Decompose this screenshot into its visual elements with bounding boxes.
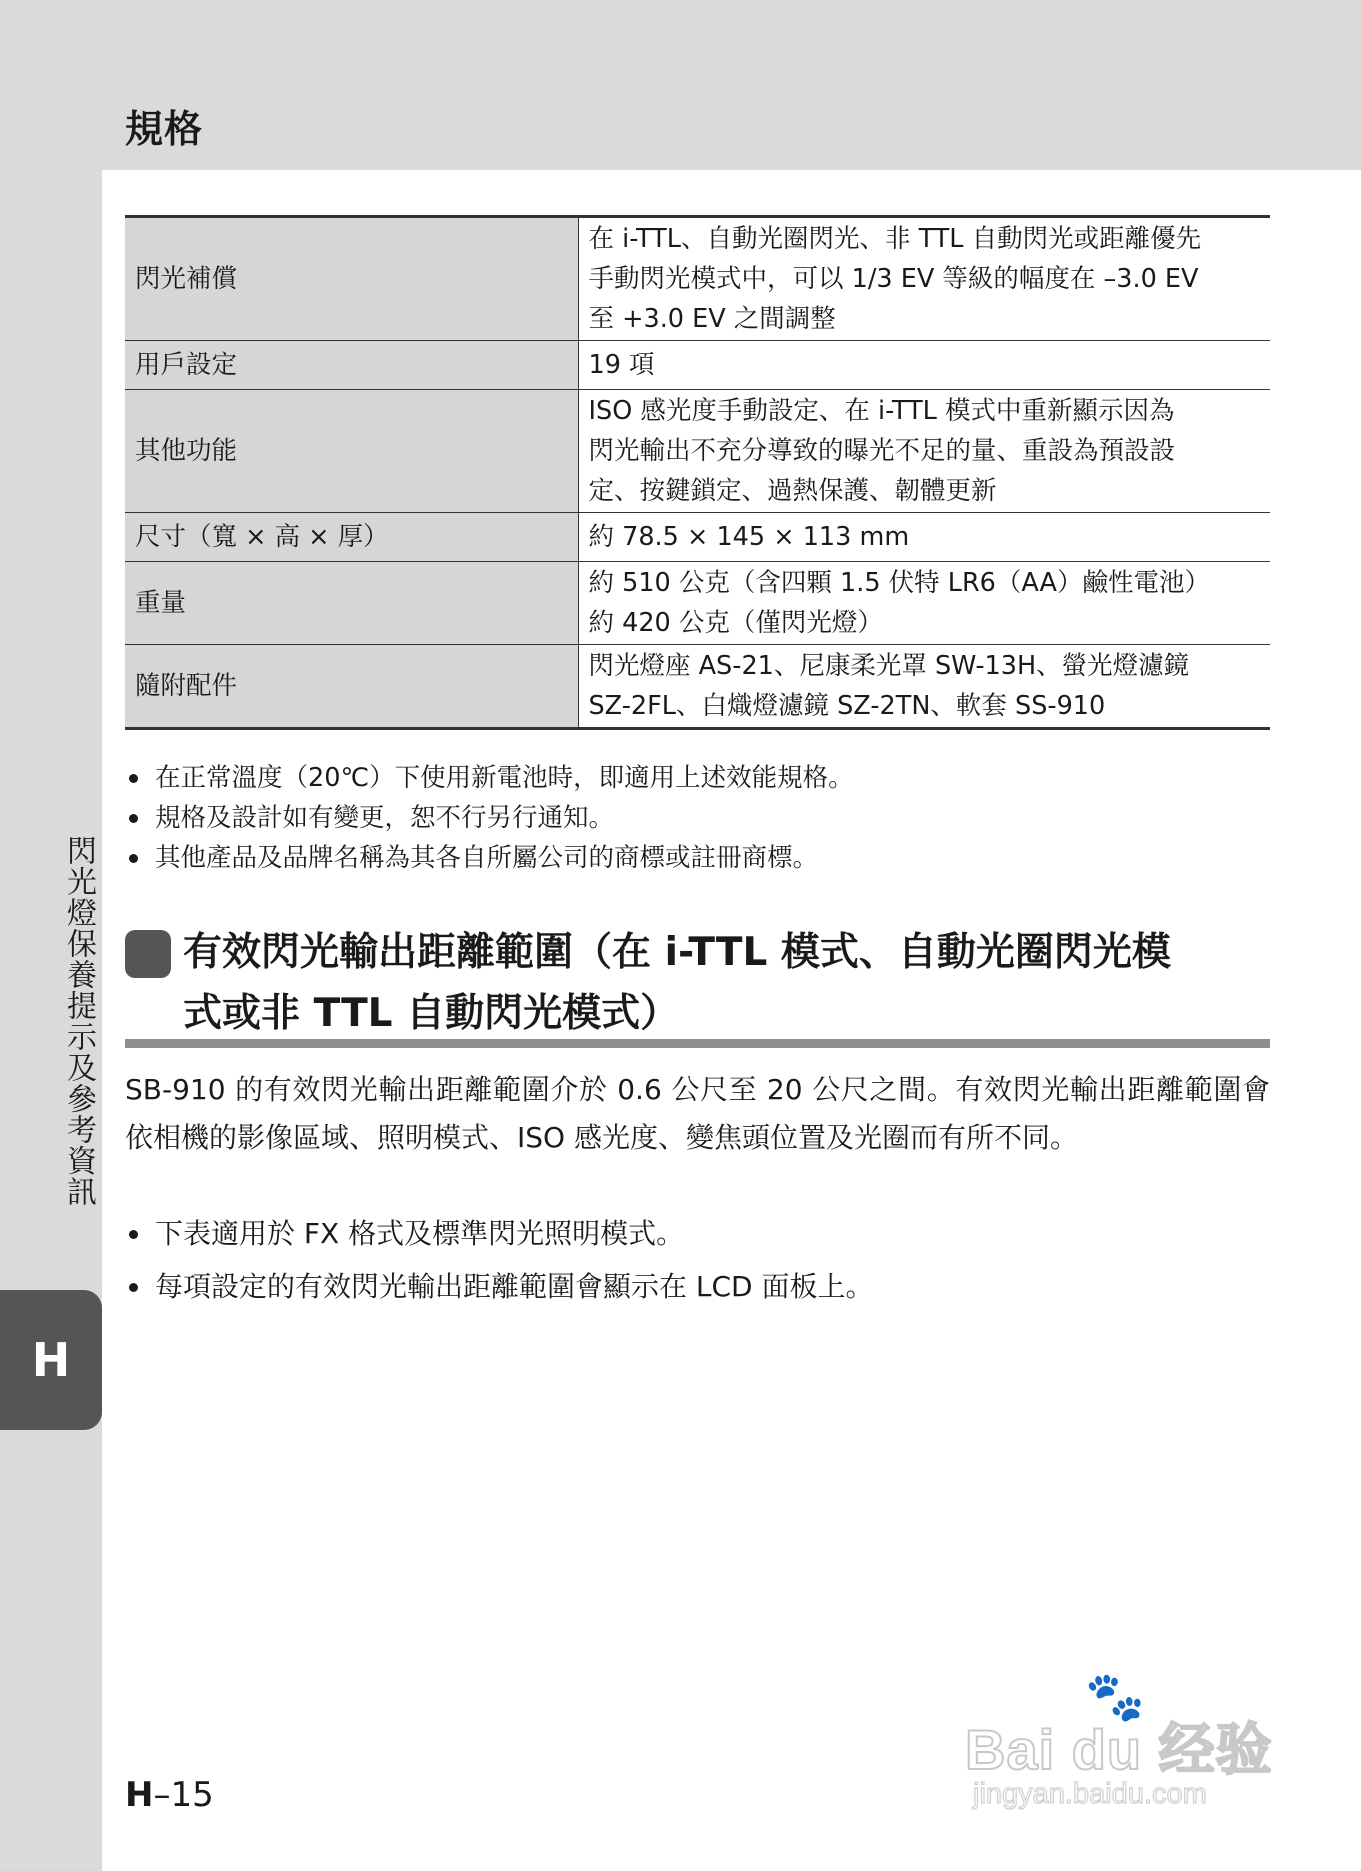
header-band xyxy=(0,0,1361,170)
spec-row xyxy=(125,390,1270,513)
page-number-suffix: –15 xyxy=(153,1775,214,1815)
spec-value-line: SZ-2FL、白熾燈濾鏡 SZ-2TN、軟套 SS-910 xyxy=(588,691,1106,721)
spec-value-line: ISO 感光度手動設定、在 i-TTL 模式中重新顯示因為 xyxy=(588,396,1175,426)
heading-underline xyxy=(125,1039,1270,1048)
spec-row xyxy=(125,513,1270,562)
spec-label: 其他功能 xyxy=(125,390,578,513)
heading-line-2: 式或非 TTL 自動閃光模式） xyxy=(183,991,680,1036)
section-paragraph: SB-910 的有效閃光輸出距離範圍介於 0.6 公尺至 20 公尺之間。有效閃光輸出距離範圍會依相機的影像區域、照明模式、ISO 感光度、變焦頭位置及光圈而有所不同。 xyxy=(125,1073,1270,1154)
chapter-tab: H xyxy=(0,1290,102,1430)
spec-value xyxy=(578,341,1270,390)
spec-value xyxy=(578,513,1270,562)
paw-icon: 🐾 xyxy=(1085,1669,1145,1725)
page-number-prefix: H xyxy=(125,1775,154,1815)
heading-line-1: 有效閃光輸出距離範圍（在 i-TTL 模式、自動光圈閃光模 xyxy=(183,930,1171,975)
chapter-side-label: 閃光燈保養提示及參考資訊 xyxy=(61,835,96,1207)
baidu-watermark xyxy=(965,1668,1285,1818)
spec-value-line: 至 +3.0 EV 之間調整 xyxy=(588,304,836,334)
spec-value-line: 閃光輸出不充分導致的曝光不足的量、重設為預設設 xyxy=(588,436,1176,466)
spec-row xyxy=(125,341,1270,390)
watermark-brand: Bai du 经验 xyxy=(965,1718,1273,1781)
spec-value-line: 19 項 xyxy=(588,350,655,380)
watermark-url: jingyan.baidu.com xyxy=(973,1778,1207,1810)
section-heading-text xyxy=(183,922,1270,1044)
spec-value xyxy=(578,645,1270,729)
spec-row xyxy=(125,645,1270,729)
spec-label: 尺寸（寬 × 高 × 厚） xyxy=(125,513,578,562)
spec-value-line: 約 510 公克（含四顆 1.5 伏特 LR6（AA）鹼性電池） xyxy=(588,568,1211,598)
spec-row xyxy=(125,217,1270,341)
spec-value-line: 在 i-TTL、自動光圈閃光、非 TTL 自動閃光或距離優先 xyxy=(588,224,1202,254)
spec-value-line: 手動閃光模式中，可以 1/3 EV 等級的幅度在 –3.0 EV xyxy=(588,264,1199,294)
spec-value-line: 閃光燈座 AS-21、尼康柔光罩 SW-13H、螢光燈濾鏡 xyxy=(588,651,1190,681)
spec-value xyxy=(578,217,1270,341)
spec-table xyxy=(125,215,1270,730)
note-item: 在正常溫度（20℃）下使用新電池時，即適用上述效能規格。 xyxy=(125,758,1270,798)
spec-value xyxy=(578,390,1270,513)
heading-marker-icon xyxy=(125,930,171,978)
spec-label: 閃光補償 xyxy=(125,217,578,341)
spec-value-line: 定、按鍵鎖定、過熱保護、韌體更新 xyxy=(588,476,997,506)
note-item: 規格及設計如有變更，恕不行另行通知。 xyxy=(125,798,1270,838)
page-number xyxy=(125,1775,214,1815)
notes-list xyxy=(125,758,1270,878)
spec-value-line: 約 420 公克（僅閃光燈） xyxy=(588,608,883,638)
spec-label: 隨附配件 xyxy=(125,645,578,729)
page-title: 規格 xyxy=(125,107,204,151)
section-heading xyxy=(125,922,1270,1044)
bullet-item: 每項設定的有效閃光輸出距離範圍會顯示在 LCD 面板上。 xyxy=(125,1263,1270,1311)
spec-value-line: 約 78.5 × 145 × 113 mm xyxy=(588,522,910,552)
spec-label: 用戶設定 xyxy=(125,341,578,390)
bullet-item: 下表適用於 FX 格式及標準閃光照明模式。 xyxy=(125,1210,1270,1258)
spec-value xyxy=(578,562,1270,645)
spec-label: 重量 xyxy=(125,562,578,645)
note-item: 其他產品及品牌名稱為其各自所屬公司的商標或註冊商標。 xyxy=(125,838,1270,878)
section-bullets xyxy=(125,1210,1270,1316)
spec-row xyxy=(125,562,1270,645)
